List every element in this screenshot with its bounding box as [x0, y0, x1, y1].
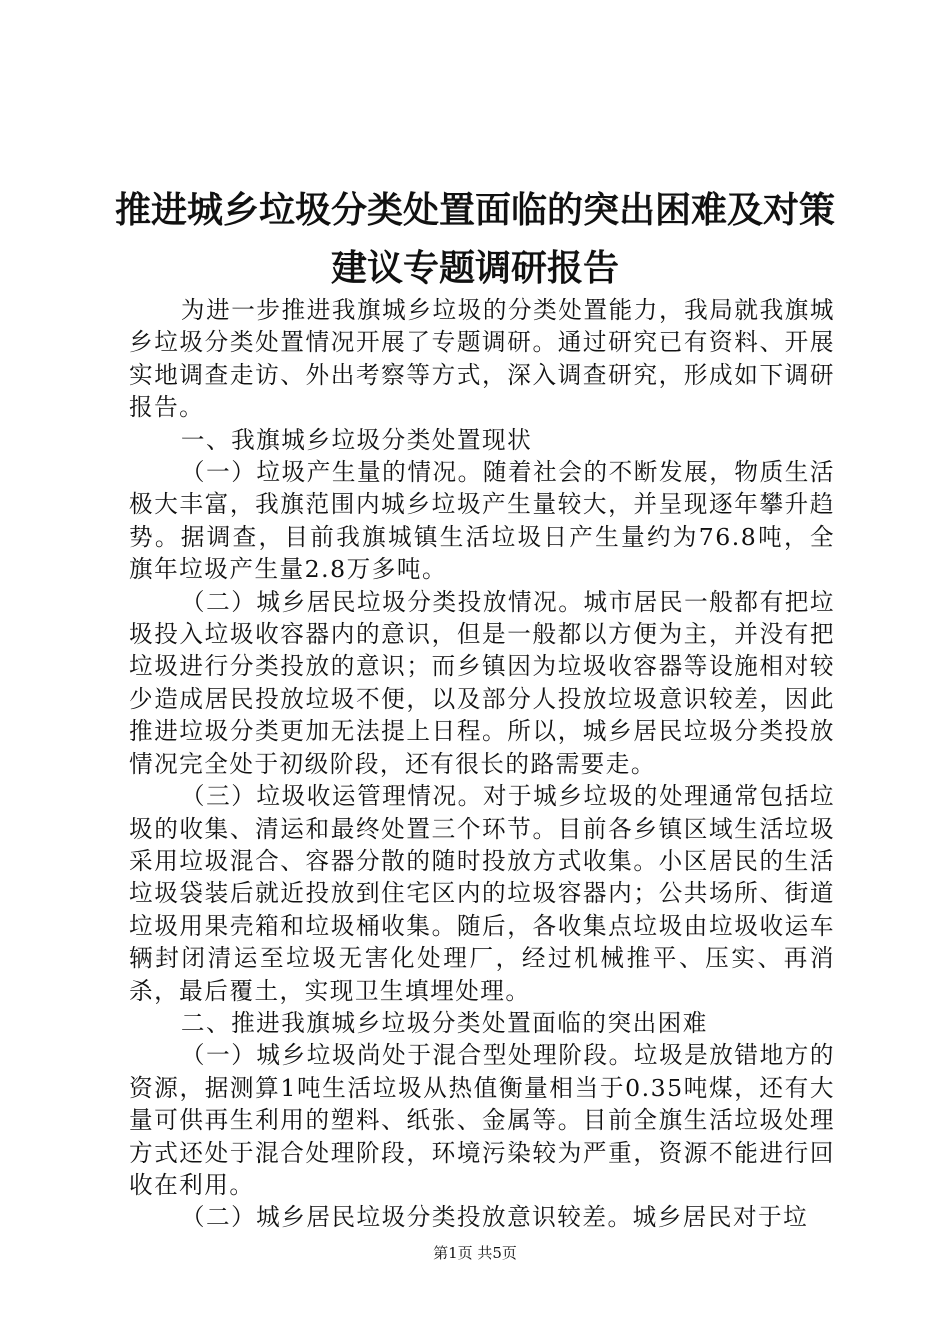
page-indicator: 第1页 共5页	[433, 1244, 517, 1262]
section-heading: 一、我旗城乡垃圾分类处置现状	[180, 425, 533, 454]
document-body	[129, 294, 835, 1234]
body-paragraph: （二）城乡居民垃圾分类投放意识较差。城乡居民对于垃	[180, 1203, 809, 1232]
body-paragraph: 为进一步推进我旗城乡垃圾的分类处置能力，我局就我旗城乡垃圾分类处置情况开展了专题调研。通过研究已有资料、开展实地调查走访、外出考察等方式，深入调查研究，形成如下调研报告。	[129, 296, 835, 422]
body-paragraph: （二）城乡居民垃圾分类投放情况。城市居民一般都有把垃圾投入垃圾收容器内的意识，但是一般都以方便为主，并没有把垃圾进行分类投放的意识；而乡镇因为垃圾收容器等设施相对较少造成居民投放垃圾不便，以及部分人投放垃圾意识较差，因此推进垃圾分类更加无法提上日程。所以，城乡居民垃圾分类投放情况完全处于初级阶段，还有很长的路需要走。	[129, 587, 835, 778]
body-paragraph: （一）城乡垃圾尚处于混合型处理阶段。垃圾是放错地方的资源，据测算1吨生活垃圾从热值衡量相当于0.35吨煤，还有大量可供再生利用的塑料、纸张、金属等。目前全旗生活垃圾处理方式还处于混合处理阶段，环境污染较为严重，资源不能进行回收在利用。	[129, 1041, 835, 1199]
document-title-line1: 推进城乡垃圾分类处置面临的突出困难及对策	[114, 189, 835, 231]
section-heading: 二、推进我旗城乡垃圾分类处置面临的突出困难	[180, 1008, 708, 1037]
body-paragraph: （三）垃圾收运管理情况。对于城乡垃圾的处理通常包括垃圾的收集、清运和最终处置三个环节。目前各乡镇区域生活垃圾采用垃圾混合、容器分散的随时投放方式收集。小区居民的生活垃圾袋装后就近投放到住宅区内的垃圾容器内；公共场所、街道垃圾用果壳箱和垃圾桶收集。随后，各收集点垃圾由垃圾收运车辆封闭清运至垃圾无害化处理厂，经过机械推平、压实、再消杀，最后覆土，实现卫生填埋处理。	[129, 782, 835, 1005]
document-title-line2: 建议专题调研报告	[330, 247, 619, 289]
body-paragraph: （一）垃圾产生量的情况。随着社会的不断发展，物质生活极大丰富，我旗范围内城乡垃圾产生量较大，并呈现逐年攀升趋势。据调查，目前我旗城镇生活垃圾日产生量约为76.8吨，全旗年垃圾产生量2.8万多吨。	[129, 458, 835, 584]
